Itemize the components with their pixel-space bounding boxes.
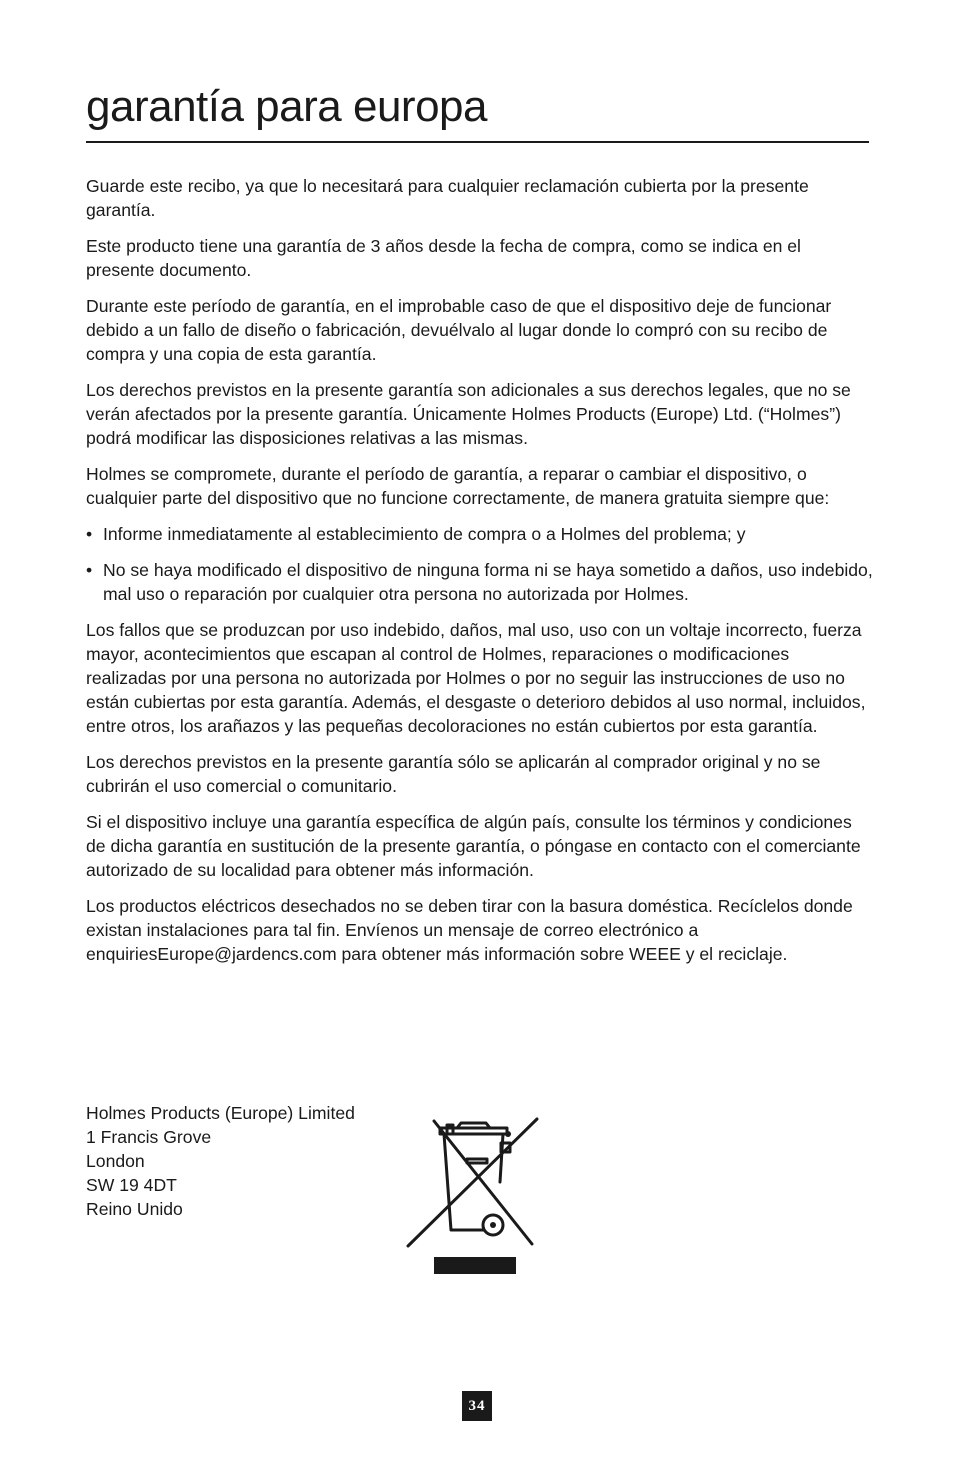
paragraph-legal-rights: Los derechos previstos en la presente garantía son adicionales a sus derechos legales, que no se verán afectados por la presente garantía. Únicamente Holmes Products (Europe) Ltd. (“Holmes”) podrá modificar las disposiciones relativas a las mismas. bbox=[86, 380, 851, 448]
title-divider bbox=[86, 141, 869, 143]
weee-crossed-out-wheelie-bin-icon bbox=[404, 1112, 544, 1278]
address-postcode: SW 19 4DT bbox=[86, 1175, 177, 1195]
warranty-body bbox=[86, 174, 874, 978]
paragraph-repair-commitment: Holmes se compromete, durante el período de garantía, a reparar o cambiar el dispositivo, o cualquier parte del dispositivo que no funcione correctamente, de manera gratuita siempre que: bbox=[86, 464, 830, 508]
paragraph-weee-recycling: Los productos eléctricos desechados no se deben tirar con la basura doméstica. Recíclelos donde existan instalaciones para tal fin. Envíenos un mensaje de correo electrónico a enquiriesEurope@jardencs.com para obtener más información sobre WEEE y el reciclaje. bbox=[86, 896, 853, 964]
address-country: Reino Unido bbox=[86, 1199, 183, 1219]
list-item-text: Informe inmediatamente al establecimiento de compra o a Holmes del problema; y bbox=[103, 524, 746, 544]
list-item-not-modified bbox=[86, 558, 874, 606]
address-street: 1 Francis Grove bbox=[86, 1127, 212, 1147]
bullet-marker: • bbox=[86, 524, 93, 544]
paragraph-warranty-period: Este producto tiene una garantía de 3 años desde la fecha de compra, como se indica en el presente documento. bbox=[86, 236, 801, 280]
bullet-marker: • bbox=[86, 560, 93, 580]
list-item-inform bbox=[86, 522, 874, 546]
paragraph-return-policy: Durante este período de garantía, en el improbable caso de que el dispositivo deje de funcionar debido a un fallo de diseño o fabricación, devuélvalo al lugar donde lo compró con su recibo de compra y una copia de esta garantía. bbox=[86, 296, 832, 364]
paragraph-exclusions: Los fallos que se produzcan por uso indebido, daños, mal uso, uso con un voltaje incorrecto, fuerza mayor, acontecimientos que escapan al control de Holmes, reparaciones o modificaciones realizadas por una persona no autorizada por Holmes o por no seguir las instrucciones de uso no están cubiertas por esta garantía. Además, el desgaste o deterioro debidos al uso normal, incluidos, entre otros, los arañazos y las pequeñas decoloraciones no están cubiertos por esta garantía. bbox=[86, 620, 866, 736]
paragraph-country-warranty: Si el dispositivo incluye una garantía específica de algún país, consulte los términos y condiciones de dicha garantía en sustitución de la presente garantía, o póngase en contacto con el comerciante autorizado de su localidad para obtener más información. bbox=[86, 812, 861, 880]
paragraph-receipt: Guarde este recibo, ya que lo necesitará para cualquier reclamación cubierta por la presente garantía. bbox=[86, 176, 809, 220]
address-company: Holmes Products (Europe) Limited bbox=[86, 1103, 355, 1123]
list-item-text: No se haya modificado el dispositivo de ninguna forma ni se haya sometido a daños, uso indebido, mal uso o reparación por cualquier otra persona no autorizada por Holmes. bbox=[103, 560, 873, 604]
page-title: garantía para europa bbox=[86, 82, 487, 131]
company-address bbox=[86, 1101, 355, 1221]
address-city: London bbox=[86, 1151, 145, 1171]
paragraph-original-buyer: Los derechos previstos en la presente garantía sólo se aplicarán al comprador original y no se cubrirán el uso comercial o comunitario. bbox=[86, 752, 821, 796]
page-number: 34 bbox=[462, 1391, 492, 1421]
